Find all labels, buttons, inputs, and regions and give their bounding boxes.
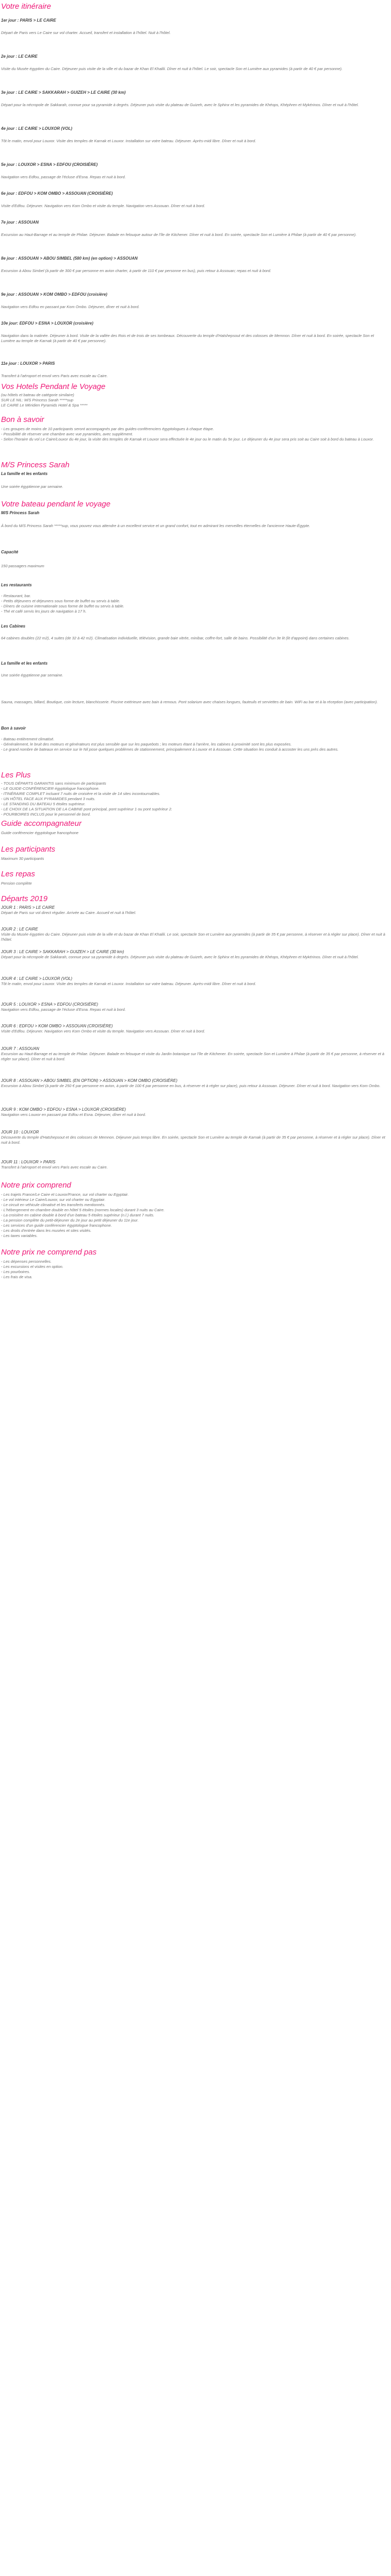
day-heading: 11e jour : LOUXOR > PARIS	[1, 361, 55, 366]
program-day-heading: JOUR 3 : LE CAIRE > SAKKARAH > GUIZEH > LE CAIRE (30 km)	[1, 950, 124, 954]
day-heading: 3e jour : LE CAIRE > SAKKARAH > GUIZEH > LE CAIRE (30 km)	[1, 90, 126, 95]
day-heading: 5e jour : LOUXOR > ESNA > EDFOU (CROISIÈRE)	[1, 162, 98, 167]
program-day-text: Navigation vers Louxor en passant par Edfou et Esna. Déjeuner, dîner et nuit à bord.	[1, 1112, 146, 1117]
day-text: Tôt le matin, envol pour Louxor. Visite des temples de Karnak et Louxor. Installation sur votre bateau. Déjeuner. Après-midi libre. Dîner et nuit à bord.	[1, 139, 256, 143]
day-11	[1, 361, 387, 379]
itinerary-title: Votre itinéraire	[1, 2, 51, 11]
program-day-11	[1, 1159, 387, 1170]
program-day-heading: JOUR 5 : LOUXOR > ESNA > EDFOU (CROISIÈRE)	[1, 1002, 99, 1007]
program-day-1	[1, 905, 387, 916]
program-day-text: Transfert à l'aéroport et envol vers Paris avec escale au Caire.	[1, 1165, 108, 1170]
program-day-5	[1, 1002, 387, 1012]
participants-text: Maximum 30 participants	[1, 856, 44, 861]
program-day-heading: JOUR 9 : KOM OMBO > EDFOU > ESNA > LOUXOR (CROISIÈRE)	[1, 1107, 126, 1112]
day-heading: 6e jour : EDFOU > KOM OMBO > ASSOUAN (CROISIÈRE)	[1, 191, 113, 196]
day-7	[1, 219, 387, 238]
capacity-text: 150 passagers maximum	[1, 564, 44, 568]
program-day-text: Visite d'Edfou. Déjeuner. Navigation vers Kom Ombo et visite du temple. Navigation vers Assouan. Dîner et nuit à bord.	[1, 1029, 205, 1033]
family-label: La famille et les enfants	[1, 661, 48, 666]
program-day-7	[1, 1046, 387, 1062]
meals-title: Les repas	[1, 870, 35, 878]
day-9	[1, 292, 387, 310]
day-6	[1, 191, 387, 209]
day-5	[1, 162, 387, 180]
day-text: Excursion au Haut-Barrage et au temple de Philae. Déjeuner. Balade en felouque autour de l'île de Kitchener. Dîner et nuit à bord. En soirée, spectacle Son et Lumière à Philae (à partir de 40 € par personne).	[1, 232, 357, 237]
price-includes-text: - Les trajets France/Le Caire et Louxor/France, sur vol charter ou Egyptair. - Le vol intérieur Le Caire/Louxor, sur vol charter ou Egyptair. - Le circuit en véhicule climatisé et les transferts mentionnés. - L'hébergement en chambre double en hôtel 5 étoiles (normes locales) durant 3 nuits au Caire. - La croisière en cabine double à bord d'un bateau 5 étoiles supérieur (n.l.) durant 7 nuits. - La pension complète du petit-déjeuner du 2e jour au petit déjeuner du 11e jour. - Les services d'un guide conférencier égyptologue francophone. - Les droits d'entrée dans les musées et sites visités. - Les taxes variables.	[1, 1192, 165, 1238]
day-text: Excursion à Abou Simbel (à partir de 300 € par personne en avion charter, à partir de 110 € par personne en bus), puis retour à Assouan; repas et nuit à bord.	[1, 268, 271, 273]
program-day-heading: JOUR 7 : ASSOUAN	[1, 1046, 39, 1051]
guide-text: Guide conférencier égyptologue francophone	[1, 831, 79, 835]
day-text: Navigation dans la matinée. Déjeuner à bord. Visite de la vallée des Rois et de trois de ses tombeaux. Découverte du temple d'Hatshepsout et des colosses de Memnon. Dîner et nuit à bord. En soirée, spectacle Son et Lumière au temple de Karnak (à partir de 40 € par personne).	[1, 333, 374, 343]
tips-text: - Les groupes de moins de 10 participants seront accompagnés par des guides-conférenciers égyptologues à chaque étape. - Possibilité de réserver une chambre avec vue pyramides, avec supplément. - Selon l'horaire du vol Le Caire/Louxor du 4e jour, la visite des temples de Karnak et Louxor sera effectuée le 4e jour ou le matin du 5e jour. Le déjeuner du 4e jour sera pris soit au Caire soit à bord du bateau à Louxor.	[1, 427, 374, 442]
day-heading: 4e jour : LE CAIRE > LOUXOR (VOL)	[1, 126, 73, 131]
day-text: Transfert à l'aéroport et envol vers Paris avec escale au Caire.	[1, 374, 108, 378]
program-day-text: Découverte du temple d'Hatshepsout et des colosses de Memnon. Déjeuner puis temps libre. En soirée, spectacle Son et Lumière au temple de Karnak (à partir de 35 € par personne, à réserver et à régler sur place). Dîner et nuit à bord.	[1, 1135, 385, 1145]
boat-intro: À bord du M/S Princess Sarah *****sup, vous pouvez vous attendre à un excellent service et un grand confort, tout en admirant les merveilles éternelles de l'ancienne Haute-Égypte.	[1, 523, 311, 528]
program-day-heading: JOUR 1 : PARIS > LE CAIRE	[1, 905, 55, 910]
program-day-heading: JOUR 8 : ASSOUAN > ABOU SIMBEL (EN OPTION) > ASSOUAN > KOM OMBO (CROISIÈRE)	[1, 1078, 177, 1083]
price-includes-title: Notre prix comprend	[1, 1181, 71, 1190]
departures-title: Départs 2019	[1, 894, 48, 903]
boat-title: Votre bateau pendant le voyage	[1, 500, 111, 509]
day-heading: 9e jour : ASSOUAN > KOM OMBO > EDFOU (croisière)	[1, 292, 107, 297]
program-day-heading: JOUR 10 : LOUXOR	[1, 1130, 39, 1134]
day-text: Départ de Paris vers Le Caire sur vol charter. Accueil, transfert et installation à l'hôtel. Nuit à l'hôtel.	[1, 30, 171, 35]
day-3	[1, 90, 387, 108]
price-excludes-title: Notre prix ne comprend pas	[1, 1248, 97, 1257]
day-text: Navigation vers Edfou en passant par Kom Ombo. Déjeuner, dîner et nuit à bord.	[1, 304, 140, 309]
program-day-text: Visite du Musée égyptien du Caire. Déjeuner puis visite de la ville et du bazar de Khan El Khalili. Le soir, spectacle Son et Lumière aux pyramides (à partir de 35 € par personne, à réserver et à régler sur place). Dîner et nuit à l'hôtel.	[1, 932, 385, 942]
participants-title: Les participants	[1, 845, 56, 854]
restaurants-label: Les restaurants	[1, 583, 32, 587]
program-day-6	[1, 1023, 387, 1034]
day-heading: 1er jour : PARIS > LE CAIRE	[1, 18, 56, 23]
program-day-text: Tôt le matin, envol pour Louxor. Visite des temples de Karnak et Louxor. Installation sur votre bateau. Déjeuner. Après-midi libre. Dîner et nuit à bord.	[1, 981, 256, 986]
wellness-text: Sauna, massages, billard, Boutique, coin lecture, blanchisserie. Piscine extérieure avec bain à remous. Pont solarium avec chaises longues, fauteuils et serviettes de bain. WiFi au bar et à la réception (avec participation).	[1, 700, 378, 704]
boat-tips-text: - Bateau entièrement climatisé. - Généralement, le bruit des moteurs et générateurs est plus sensible que sur les paquebots ; les moteurs étant à l'arrière, les cabines à proximité sont les plus exposées. - Le grand nombre de bateaux en service sur le Nil pose quelques problèmes de stationnement, principalement à Louxor et à Assouan. Cette situation les conduit à accoster les uns près des autres.	[1, 737, 339, 752]
cabins-text: 64 cabines doubles (22 m2), 4 suites (de 32 à 42 m2). Climatisation individuelle, télévision, grande baie vitrée, minibar, coffre-fort, salle de bains. Possibilité d'un 3e lit (lit d'appoint) dans certaines cabines.	[1, 636, 350, 640]
program-day-3	[1, 949, 387, 960]
program-day-text: Navigation vers Edfou, passage de l'écluse d'Esna. Repas et nuit à bord.	[1, 1007, 126, 1012]
program-day-9	[1, 1107, 387, 1117]
day-8	[1, 256, 387, 274]
ship-family-label: La famille et les enfants	[1, 471, 48, 476]
program-day-4	[1, 976, 387, 987]
restaurants-text: - Restaurant, bar. - Petits déjeuners et déjeuners sous forme de buffet ou servis à table. - Dîners de cuisine internationale sous forme de buffet ou servis à table. - Thé et café servis les jours de navigation à 17 h.	[1, 594, 124, 614]
program-day-text: Excursion au Haut-Barrage et au temple de Philae. Déjeuner. Balade en felouque et visite du Jardin botanique sur l'île de Kitchener. En soirée, spectacle Son et Lumière à Philae (à partir de 35 € par personne, à réserver et à régler sur place). Dîner et nuit à bord.	[1, 1052, 384, 1061]
tips-title: Bon à savoir	[1, 415, 44, 424]
day-heading: 8e jour : ASSOUAN > ABOU SIMBEL (580 km) (en option) > ASSOUAN	[1, 256, 138, 261]
cabins-label: Les Cabines	[1, 624, 26, 629]
day-text: Visite du Musée égyptien du Caire. Déjeuner puis visite de la ville et du bazar de Khan El Khalili. Dîner et nuit à l'hôtel. Le soir, spectacle Son et Lumière aux pyramides (à partir de 40 € par personne).	[1, 66, 343, 71]
program-day-heading: JOUR 4 : LE CAIRE > LOUXOR (VOL)	[1, 976, 73, 981]
program-day-text: Départ de Paris sur vol direct régulier. Arrivée au Caire. Accueil et nuit à l'hôtel.	[1, 910, 136, 915]
program-day-2	[1, 926, 387, 942]
family-text: Une soirée égyptienne par semaine.	[1, 673, 63, 677]
ship-title: M/S Princess Sarah	[1, 461, 70, 469]
program-day-10	[1, 1129, 387, 1145]
day-text: Navigation vers Edfou, passage de l'écluse d'Esna. Repas et nuit à bord.	[1, 175, 126, 179]
meals-text: Pension complète	[1, 881, 32, 886]
day-heading: 2e jour : LE CAIRE	[1, 54, 38, 59]
day-4	[1, 126, 387, 144]
program-day-text: Excursion à Abou Simbel (à partir de 250 € par personne en avion, à partir de 100 € par personne en bus, à réserver et à régler sur place), puis retour à Assouan. Déjeuner. Dîner et nuit à bord. Navigation vers Kom Ombo.	[1, 1083, 381, 1088]
highlights-text: - TOUS DÉPARTS GARANTIS sans minimum de participants - LE GUIDE-CONFÉRENCIER égyptologue francophone. - ITINÉRAIRE COMPLET incluant 7 nuits de croisière et la visite de 14 sites incontournables. - UN HÔTEL FACE AUX PYRAMIDES pendant 3 nuits. - LE STANDING DU BATEAU 5 étoiles supérieur. - LE CHOIX DE LA SITUATION DE LA CABINE pont principal, pont supérieur 1 ou pont supérieur 2. - POURBOIRES INCLUS pour le personnel de bord.	[1, 781, 172, 817]
guide-title: Guide accompagnateur	[1, 819, 82, 828]
day-text: Départ pour la nécropole de Sakkarah, connue pour sa pyramide à degrés. Déjeuner puis visite du plateau de Guizeh, avec le Sphinx et les pyramides de Khéops, Khéphren et Mykérinos. Dîner et nuit à l'hôtel.	[1, 103, 359, 107]
price-excludes-text: - Les dépenses personnelles. - Les excursions et visites en option. - Les pourboires. - Les frais de visa.	[1, 1259, 63, 1279]
day-1	[1, 18, 387, 36]
day-text: Visite d'Edfou. Déjeuner. Navigation vers Kom Ombo et visite du temple. Navigation vers Assouan. Dîner et nuit à bord.	[1, 204, 205, 208]
day-2	[1, 54, 387, 72]
boat-tips-label: Bon à savoir	[1, 726, 26, 731]
program-day-text: Départ pour la nécropole de Sakkarah, connue pour sa pyramide à degrés. Déjeuner puis visite du plateau de Guizeh, avec le Sphinx et les pyramides de Khéops, Khéphren et Mykérinos. Dîner et nuit à l'hôtel.	[1, 955, 359, 959]
day-heading: 7e jour : ASSOUAN	[1, 220, 39, 225]
capacity-label: Capacité	[1, 550, 19, 554]
day-10	[1, 320, 387, 344]
hotels-title: Vos Hotels Pendant le Voyage	[1, 382, 106, 391]
highlights-title: Les Plus	[1, 771, 31, 779]
program-day-heading: JOUR 2 : LE CAIRE	[1, 927, 38, 931]
day-heading: 10e jour: EDFOU > ESNA > LOUXOR (croisière)	[1, 321, 93, 326]
program-day-heading: JOUR 11 : LOUXOR > PARIS	[1, 1160, 56, 1164]
hotels-list: (ou hôtels et bateau de catégorie similaire) SUR LE NIL: M/S Princess Sarah *****sup LE CAIRE Le Méridien Pyramids Hotel & Spa *****	[1, 393, 88, 408]
boat-name: M/S Princess Sarah	[1, 511, 40, 515]
ship-family-text: Une soirée égyptienne par semaine.	[1, 484, 63, 489]
program-day-8	[1, 1078, 387, 1089]
program-day-heading: JOUR 6 : EDFOU > KOM OMBO > ASSOUAN (CROISIÈRE)	[1, 1024, 113, 1028]
